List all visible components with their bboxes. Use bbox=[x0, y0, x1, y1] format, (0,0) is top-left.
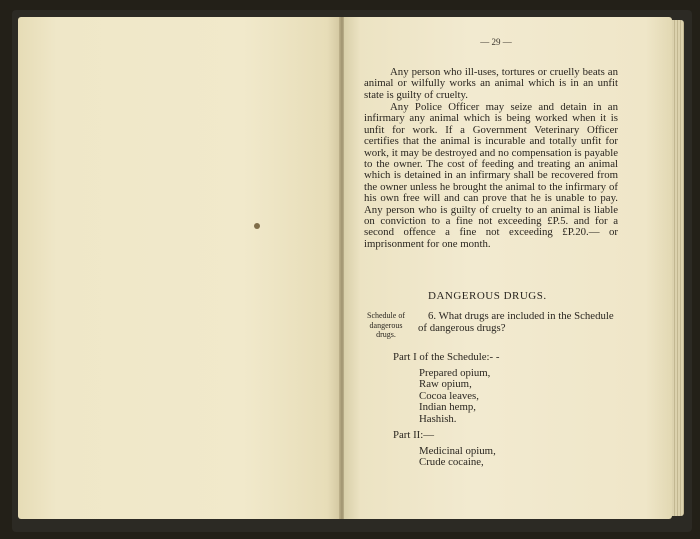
list-item: Raw opium, bbox=[419, 378, 472, 391]
list-item: Hashish. bbox=[419, 412, 457, 425]
margin-note: Schedule of dangerous drugs. bbox=[367, 311, 405, 339]
page-number: — 29 — bbox=[480, 37, 512, 47]
list-item: Cocoa leaves, bbox=[419, 389, 479, 402]
page-edges bbox=[672, 20, 684, 516]
part-two-list bbox=[419, 446, 496, 469]
list-item: Indian hemp, bbox=[419, 401, 476, 414]
list-item: Medicinal opium, bbox=[419, 445, 496, 457]
list-item: Crude cocaine, bbox=[419, 456, 484, 469]
question-text: 6. What drugs are included in the Schedule of dangerous drugs? bbox=[418, 310, 614, 334]
ink-spot bbox=[254, 223, 260, 229]
left-page bbox=[18, 17, 340, 519]
part-one-label: Part I of the Schedule:- - bbox=[393, 351, 500, 363]
list-item: Prepared opium, bbox=[419, 367, 491, 379]
part-one-list bbox=[419, 368, 490, 425]
section-heading: DANGEROUS DRUGS. bbox=[428, 290, 547, 302]
paragraph-police-officer: Any Police Officer may seize and detain in an infirmary any animal which is being worked when it is unfit for work. If a Government Veterinary Officer certifies that the animal is incurable and totally unfit for work, it may be destroyed and no compensation is payable to the owner. The cost of feeding and treating an animal which is detained in an infirmary shall be recovered from the owner unless he brought the animal to the infirmary of his own free will and can prove that he is unable to pay. Any person who is guilty of cruelty to an animal is liable on conviction to a fine not exceeding £P.5. and for a second offence a fine not exceeding £P.20.— or imprisonment for one month. bbox=[364, 101, 618, 250]
paragraph-cruelty: Any person who ill-uses, tortures or cruelly beats an animal or wilfully works an animal which is in an unfit state is guilty of cruelty. bbox=[364, 66, 618, 101]
part-two-label: Part II:— bbox=[393, 429, 435, 441]
